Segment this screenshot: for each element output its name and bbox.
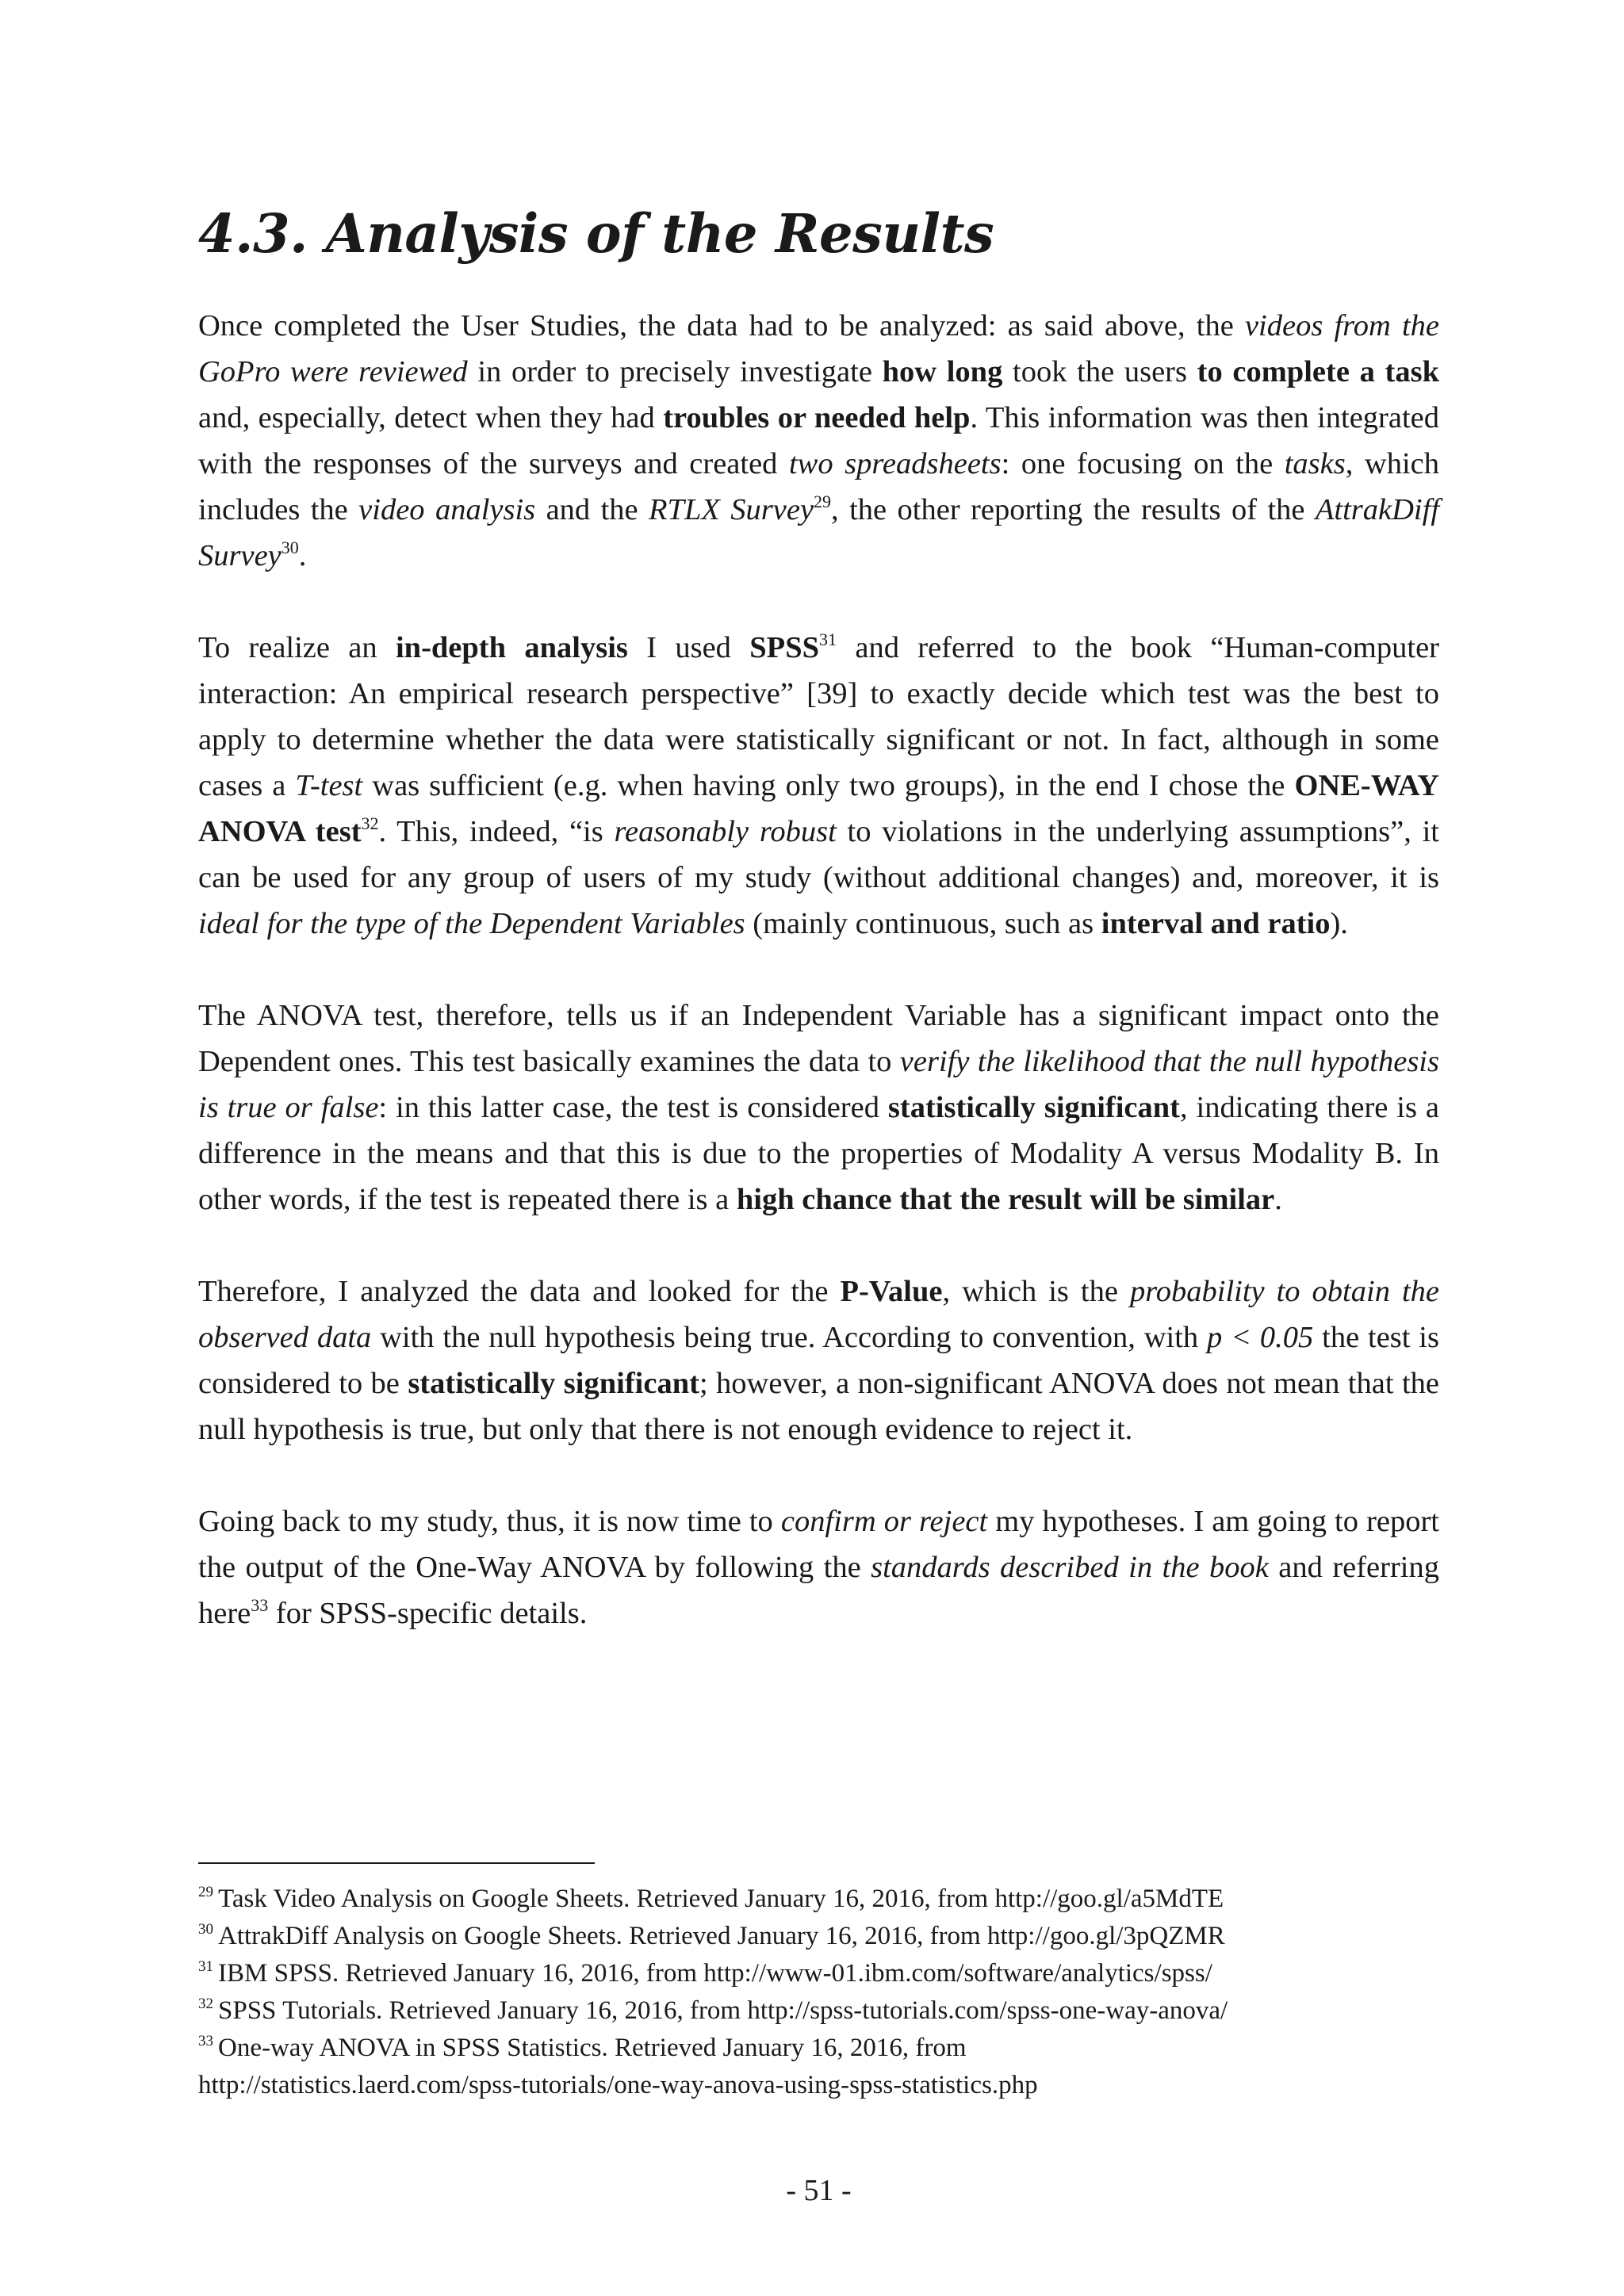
italic-span: tasks — [1284, 447, 1346, 480]
text-span: to violations in the underlying assumptions”, it can be used for any group of users of my study (without additional changes) and, moreover, it is — [198, 815, 1439, 894]
paragraph-4 — [198, 1269, 1439, 1452]
italic-span: RTLX Survey — [649, 493, 814, 526]
footnote-ref-32[interactable]: 32 — [361, 813, 379, 833]
italic-span: p < 0.05 — [1207, 1321, 1314, 1354]
bold-span: high chance that the result will be similar — [736, 1183, 1275, 1216]
text-span: and referring here — [198, 1551, 1439, 1630]
text-span: , which includes the — [198, 447, 1439, 526]
bold-span: to complete a task — [1197, 355, 1439, 388]
italic-span: T-test — [295, 769, 363, 802]
page-number: - 51 - — [786, 2174, 852, 2207]
text-span: . This information was then integrated with the responses of the surveys and created — [198, 401, 1439, 480]
text-span: and referred to the book “Human-computer interaction: An empirical research perspective” [39] to exactly decide which test was the best to apply to determine whether the data were statistically significant or not. In fact, although in some cases a — [198, 631, 1439, 802]
text-span: for SPSS-specific details. — [268, 1597, 588, 1630]
text-span: . — [1274, 1183, 1282, 1216]
footnote-number: 29 — [198, 1884, 213, 1900]
footnote-30 — [198, 1918, 1439, 1955]
footnote-number: 33 — [198, 2033, 213, 2049]
bold-span: ONE-WAY ANOVA test — [198, 769, 1439, 848]
text-span: . This, indeed, “is — [378, 815, 615, 848]
text-span: my hypotheses. I am going to report the output of the One-Way ANOVA by following the — [198, 1505, 1439, 1584]
text-span: and, especially, detect when they had — [198, 401, 664, 434]
text-span: : one focusing on the — [1001, 447, 1285, 480]
paragraph-1 — [198, 303, 1439, 579]
text-span: ; however, a non-significant ANOVA does not mean that the null hypothesis is true, but only that there is not enough evidence to reject it. — [198, 1367, 1439, 1446]
bold-span: P-Value — [840, 1275, 943, 1308]
italic-span: reasonably robust — [614, 815, 837, 848]
text-span: The ANOVA test, therefore, tells us if an Independent Variable has a significant impact onto the Dependent ones. This test basically examines the data to — [198, 999, 1439, 1078]
footnote-ref-33[interactable]: 33 — [251, 1595, 269, 1615]
text-span: . — [298, 539, 307, 572]
footnote-31 — [198, 1955, 1439, 1992]
text-span: , the other reporting the results of the — [831, 493, 1316, 526]
footnotes — [198, 1881, 1439, 2104]
text-span: and the — [535, 493, 649, 526]
footnote-number: 31 — [198, 1958, 213, 1975]
footnote-text: SPSS Tutorials. Retrieved January 16, 2016, from http://spss-tutorials.com/spss-one-way-anova/ — [218, 1996, 1228, 2025]
text-span: : in this latter case, the test is considered — [378, 1091, 888, 1124]
bold-span: troubles or needed help — [663, 401, 971, 434]
text-span: , which is the — [942, 1275, 1130, 1308]
text-span: took the users — [1002, 355, 1197, 388]
italic-span: probability to obtain the observed data — [198, 1275, 1439, 1354]
bold-span: statistically significant — [887, 1091, 1180, 1124]
bold-span: in-depth analysis — [395, 631, 628, 664]
text-span: , indicating there is a difference in the means and that this is due to the properties of Modality A versus Modality B. In other words, if the test is repeated there is a — [198, 1091, 1439, 1216]
italic-span: ideal for the type of the Dependent Variables — [198, 907, 745, 940]
footnote-33 — [198, 2030, 1439, 2067]
text-span: in order to precisely investigate — [467, 355, 883, 388]
footnote-ref-31[interactable]: 31 — [819, 629, 837, 649]
italic-span: video analysis — [358, 493, 536, 526]
text-span: Going back to my study, thus, it is now time to — [198, 1505, 781, 1538]
bold-span: statistically significant — [408, 1367, 699, 1400]
footnote-text: Task Video Analysis on Google Sheets. Retrieved January 16, 2016, from http://goo.gl/a5MdTE — [218, 1885, 1224, 1913]
footnote-33-continued — [198, 2067, 1439, 2104]
footnote-url[interactable]: http://statistics.laerd.com/spss-tutorials/one-way-anova-using-spss-statistics.php — [198, 2071, 1038, 2099]
text-span: Therefore, I analyzed the data and looked for the — [198, 1275, 841, 1308]
italic-span: videos from the GoPro were reviewed — [198, 309, 1439, 388]
bold-span: how long — [882, 355, 1003, 388]
footnote-separator — [198, 1862, 595, 1864]
document-page — [198, 0, 1439, 2296]
italic-span: AttrakDiff Survey — [198, 493, 1440, 572]
bold-span: interval and ratio — [1101, 907, 1331, 940]
italic-span: confirm or reject — [780, 1505, 988, 1538]
body-text — [198, 303, 1439, 1636]
footnote-number: 32 — [198, 1996, 213, 2012]
text-span: was sufficient (e.g. when having only two groups), in the end I chose the — [362, 769, 1295, 802]
section-title: 4.3. Analysis of the Results — [198, 202, 994, 265]
text-span: ). — [1330, 907, 1348, 940]
text-span: I used — [627, 631, 750, 664]
footnote-ref-29[interactable]: 29 — [814, 492, 832, 511]
footnote-text: AttrakDiff Analysis on Google Sheets. Retrieved January 16, 2016, from http://goo.gl/3pQZMR — [218, 1922, 1225, 1950]
text-span: To realize an — [198, 631, 396, 664]
footnote-number: 30 — [198, 1921, 213, 1938]
paragraph-2 — [198, 625, 1439, 947]
paragraph-3 — [198, 993, 1439, 1223]
footnote-ref-30[interactable]: 30 — [281, 538, 299, 557]
bold-span: SPSS — [749, 631, 820, 664]
text-span: Once completed the User Studies, the data had to be analyzed: as said above, the — [198, 309, 1245, 342]
italic-span: standards described in the book — [871, 1551, 1269, 1584]
italic-span: two spreadsheets — [788, 447, 1002, 480]
text-span: the test is considered to be — [198, 1321, 1439, 1400]
footnote-text: One-way ANOVA in SPSS Statistics. Retrieved January 16, 2016, from — [218, 2034, 967, 2062]
footnote-29 — [198, 1881, 1439, 1918]
italic-span: verify the likelihood that the null hypothesis is true or false — [198, 1045, 1439, 1124]
text-span: (mainly continuous, such as — [745, 907, 1101, 940]
footnote-text: IBM SPSS. Retrieved January 16, 2016, from http://www-01.ibm.com/software/analytics/spss/ — [218, 1959, 1212, 1988]
text-span: with the null hypothesis being true. According to convention, with — [371, 1321, 1208, 1354]
footnote-32 — [198, 1992, 1439, 2030]
paragraph-5 — [198, 1498, 1439, 1636]
